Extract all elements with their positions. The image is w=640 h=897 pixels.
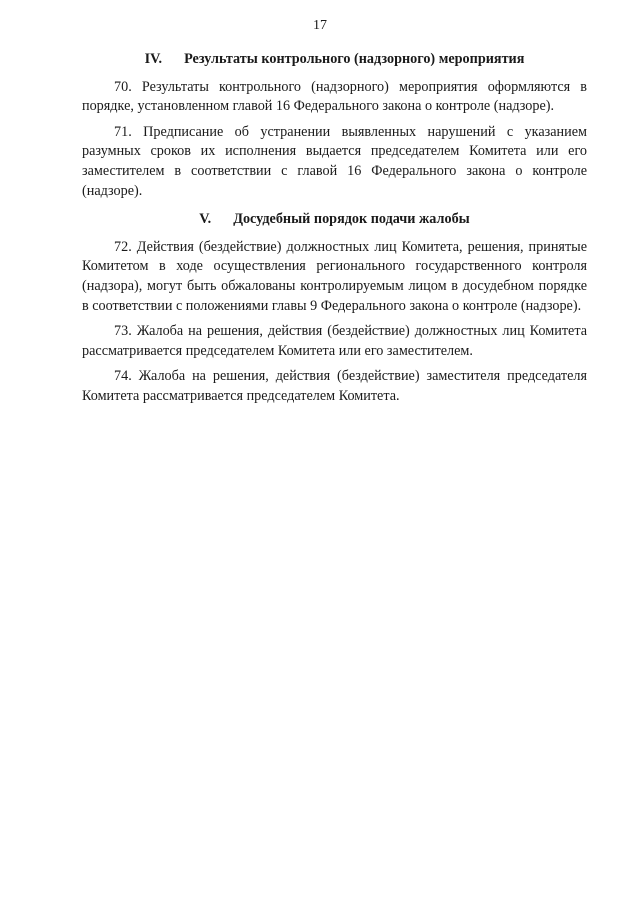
paragraph-72: 72. Действия (бездействие) должностных лиц Комитета, решения, принятые Комитетом в ходе осуществления регионального государственного контроля (надзора), могут быть обжалованы контролируемым лицом в досудебном порядке в соответствии с положениями главы 9 Федерального закона о контроле (надзоре).: [82, 238, 587, 314]
paragraph-73: 73. Жалоба на решения, действия (бездействие) должностных лиц Комитета рассматривается председателем Комитета или его заместителем.: [82, 323, 587, 359]
paragraph-70: 70. Результаты контрольного (надзорного) мероприятия оформляются в порядке, установленном главой 16 Федерального закона о контроле (надзоре).: [82, 78, 587, 115]
section-title: Результаты контрольного (надзорного) мероприятия: [184, 51, 525, 67]
paragraph-71: 71. Предписание об устранении выявленных нарушений с указанием разумных сроков их исполнения выдается председателем Комитета или его заместителем в соответствии с главой 16 Федерального закона о контроле (надзоре).: [82, 123, 587, 199]
page-number: 17: [313, 18, 327, 33]
document-body: [82, 50, 587, 413]
section-heading: [82, 50, 587, 70]
paragraph-74: 74. Жалоба на решения, действия (бездействие) заместителя председателя Комитета рассматривается председателем Комитета.: [82, 368, 587, 404]
section-v: [82, 210, 587, 406]
section-iv: [82, 50, 587, 201]
section-heading: [82, 210, 587, 230]
section-numeral: IV.: [144, 51, 163, 67]
section-numeral: V.: [199, 211, 212, 228]
section-title: Досудебный порядок подачи жалобы: [233, 211, 470, 228]
